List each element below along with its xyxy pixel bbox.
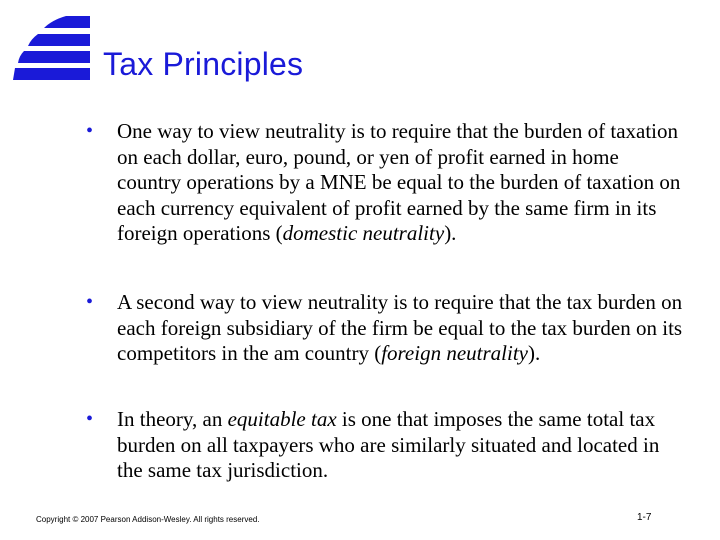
bullet-text: [117, 407, 686, 484]
bullet-marker: •: [86, 120, 94, 142]
bullet-item: [86, 119, 686, 247]
bullet-emphasis: foreign neutrality: [381, 341, 528, 366]
bullet-text-part: One way to view neutrality is to require that the burden of taxation on each dollar, euro, pound, or yen of profit earned in home country operations by a MNE be equal to the burden of taxation on each currency equivalent of profit earned by the same firm in its foreign operations (: [117, 119, 681, 246]
bullet-text-part: ).: [527, 341, 541, 366]
bullet-text-part: In theory, an: [117, 407, 228, 431]
bullet-marker: •: [86, 291, 94, 313]
page-number: 1-7: [637, 512, 652, 523]
bullet-item: [86, 407, 686, 484]
bullet-text: [117, 290, 686, 367]
bullet-emphasis: domestic neutrality: [282, 221, 445, 246]
bullet-text-part: is one that imposes the same total tax burden on all taxpayers who are similarly situated and located in the same tax jurisdiction.: [117, 407, 660, 483]
slide-title: Tax Principles: [103, 46, 304, 82]
bullet-text-part: ).: [444, 221, 457, 246]
bullet-marker: •: [86, 408, 94, 430]
bullet-text-part: A second way to view neutrality is to require that the tax burden on each foreign subsidiary of the firm be equal to the tax burden on its competitors in the am country (: [117, 290, 683, 366]
bullet-emphasis: equitable tax: [227, 407, 337, 431]
footer-copyright: Copyright © 2007 Pearson Addison-Wesley. All rights reserved.: [36, 515, 260, 524]
bullet-item: [86, 290, 686, 367]
bullet-text: [117, 119, 686, 247]
logo-icon: [0, 0, 100, 92]
